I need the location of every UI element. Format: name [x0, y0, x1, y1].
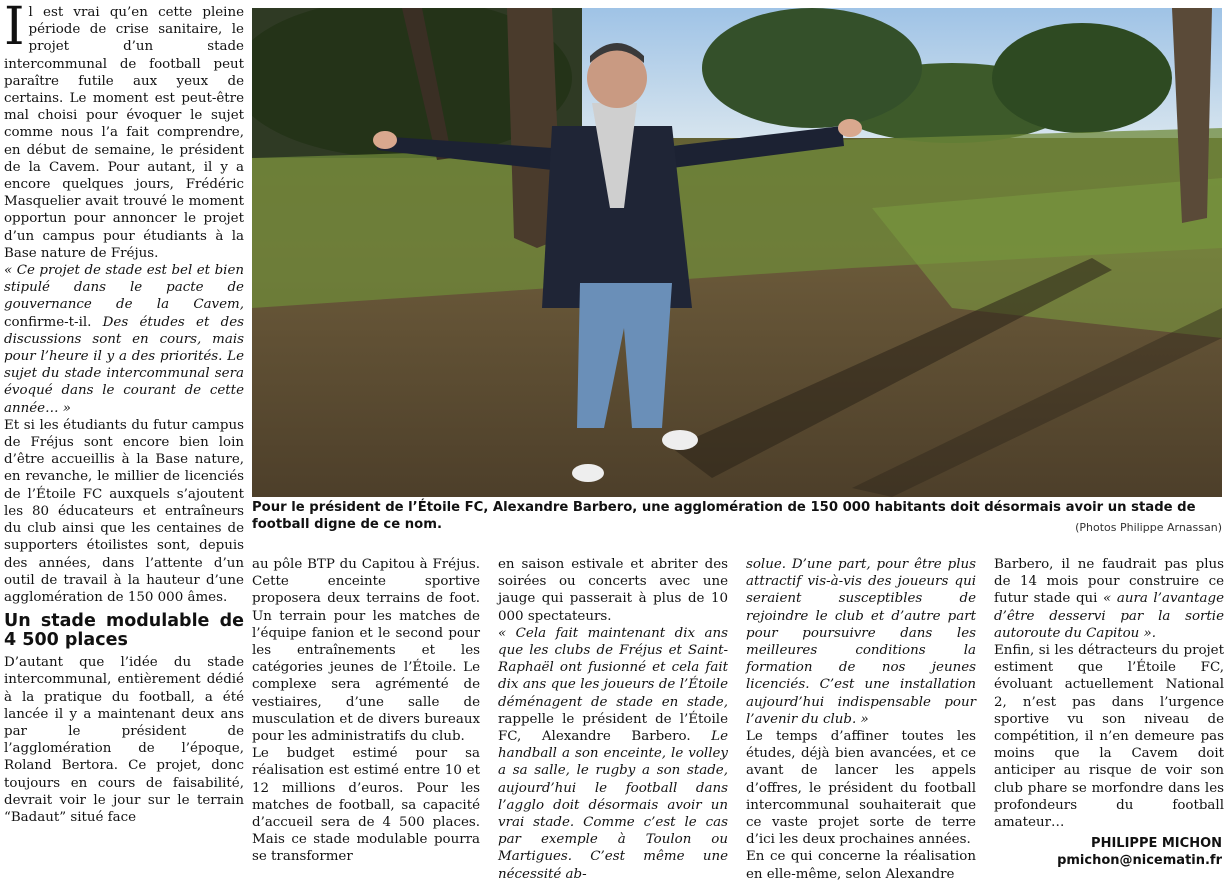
photo-illustration: [252, 8, 1222, 497]
article-photo: [252, 8, 1222, 497]
article-column-1: [4, 0, 244, 826]
article-paragraph: en saison estivale et abriter des soirées ou concerts avec une jauge qui passerait à plus de 10 000 spectateurs.: [498, 557, 728, 624]
article-subheading: Un stade modulable de 4 500 places: [4, 611, 244, 651]
author-email[interactable]: pmichon@nicematin.fr: [1057, 853, 1222, 868]
author-name: PHILIPPE MICHON: [1091, 836, 1222, 851]
article-paragraph: D’autant que l’idée du stade intercommunal, entièrement dédié à la pratique du football, a été lancée il y a maintenant deux ans par le président de l’agglomération de l’époque, Roland Bertora. Ce projet, donc toujours en cours de faisabilité, devrait voir le jour sur le terrain “Badaut” situé face: [4, 655, 244, 825]
article-column-2: [252, 556, 480, 866]
photo-caption: Pour le président de l’Étoile FC, Alexandre Barbero, une agglomération de 150 000 habitants doit désormais avoir un stade de football digne de ce nom.: [252, 500, 1196, 532]
article-quote-paragraph: « Cela fait maintenant dix ans que les clubs de Fréjus et Saint-Raphaël ont fusionné et cela fait dix ans que les joueurs de l’Étoile déménagent de stade en stade, rappelle le président de l’Étoile FC, Alexandre Barbero. Le handball a son enceinte, le volley a sa salle, le rugby a son stade, aujourd’hui le football dans l’agglo doit désormais avoir un vrai stade. Comme c’est le cas par exemple à Toulon ou Martigues. C’est même une nécessité ab-: [498, 625, 728, 882]
article-column-4: [746, 556, 976, 883]
drop-cap: I: [4, 0, 25, 57]
article-quote-paragraph: solue. D’une part, pour être plus attractif vis-à-vis des joueurs qui seraient susceptibles de rejoindre le club et d’autre part pour poursuivre dans les meilleures conditions la formation de nos jeunes licenciés. C’est une installation aujourd’hui indispensable pour l’avenir du club. »: [746, 557, 976, 727]
article-paragraph: Le budget estimé pour sa réalisation est estimé entre 10 et 12 millions d’euros. Pour les matches de football, sa capacité d’accueil sera de 4 500 places. Mais ce stade modulable pourra se transformer: [252, 746, 480, 865]
article-paragraph: Et si les étudiants du futur campus de Fréjus sont encore bien loin d’être accueillis à la Base nature, en revanche, le millier de licenciés de l’Étoile FC auxquels s’ajoutent les 80 éducateurs et entraîneurs du club ainsi que les centaines de supporters étoilistes sont, depuis des années, dans l’attente d’un outil de travail à la hauteur d’une agglomération de 150 000 âmes.: [4, 417, 244, 605]
photo-credit: (Photos Philippe Arnassan): [1075, 521, 1222, 534]
article-paragraph: En ce qui concerne la réalisation en elle-même, selon Alexandre: [746, 849, 976, 882]
article-paragraph: Enfin, si les détracteurs du projet estiment que l’Étoile FC, évoluant actuellement National 2, n’est pas dans l’urgence sportive vu son niveau de compétition, il n’en demeure pas moins que la Cavem doit anticiper au risque de voir son club phare se morfondre dans les profondeurs du football amateur…: [994, 643, 1224, 831]
article-quote-paragraph: « Ce projet de stade est bel et bien stipulé dans le pacte de gouvernance de la Cavem, confirme-t-il. Des études et des discussions sont en cours, mais pour l’heure il y a des priorités. Le sujet du stade intercommunal sera évoqué dans le courant de cette année… »: [4, 263, 244, 416]
article-paragraph: Barbero, il ne faudrait pas plus de 14 mois pour construire ce futur stade qui « aura l’avantage d’être desservi par la sortie autoroute du Capitou ».: [994, 557, 1224, 641]
article-column-5: [994, 556, 1224, 831]
article-paragraph: Il est vrai qu’en cette pleine période de crise sanitaire, le projet d’un stade intercommunal de football peut paraître futile aux yeux de certains. Le moment est peut-être mal choisi pour évoquer le sujet comme nous l’a fait comprendre, en début de semaine, le président de la Cavem. Pour autant, il y a encore quelques jours, Frédéric Masquelier avait trouvé le moment opportun pour annoncer le projet d’un campus pour étudiants à la Base nature de Fréjus.: [4, 0, 244, 261]
article-column-3: [498, 556, 728, 883]
article-paragraph: au pôle BTP du Capitou à Fréjus. Cette enceinte sportive proposera deux terrains de foot. Un terrain pour les matches de l’équipe fanion et le second pour les entraînements et les catégories jeunes de l’Étoile. Le complexe sera agrémenté de vestiaires, d’une salle de musculation et de divers bureaux pour les administratifs du club.: [252, 557, 480, 745]
article-paragraph: Le temps d’affiner toutes les études, déjà bien avancées, et ce avant de lancer les appels d’offres, le président du football intercommunal souhaiterait que ce vaste projet sorte de terre d’ici les deux prochaines années.: [746, 729, 976, 848]
